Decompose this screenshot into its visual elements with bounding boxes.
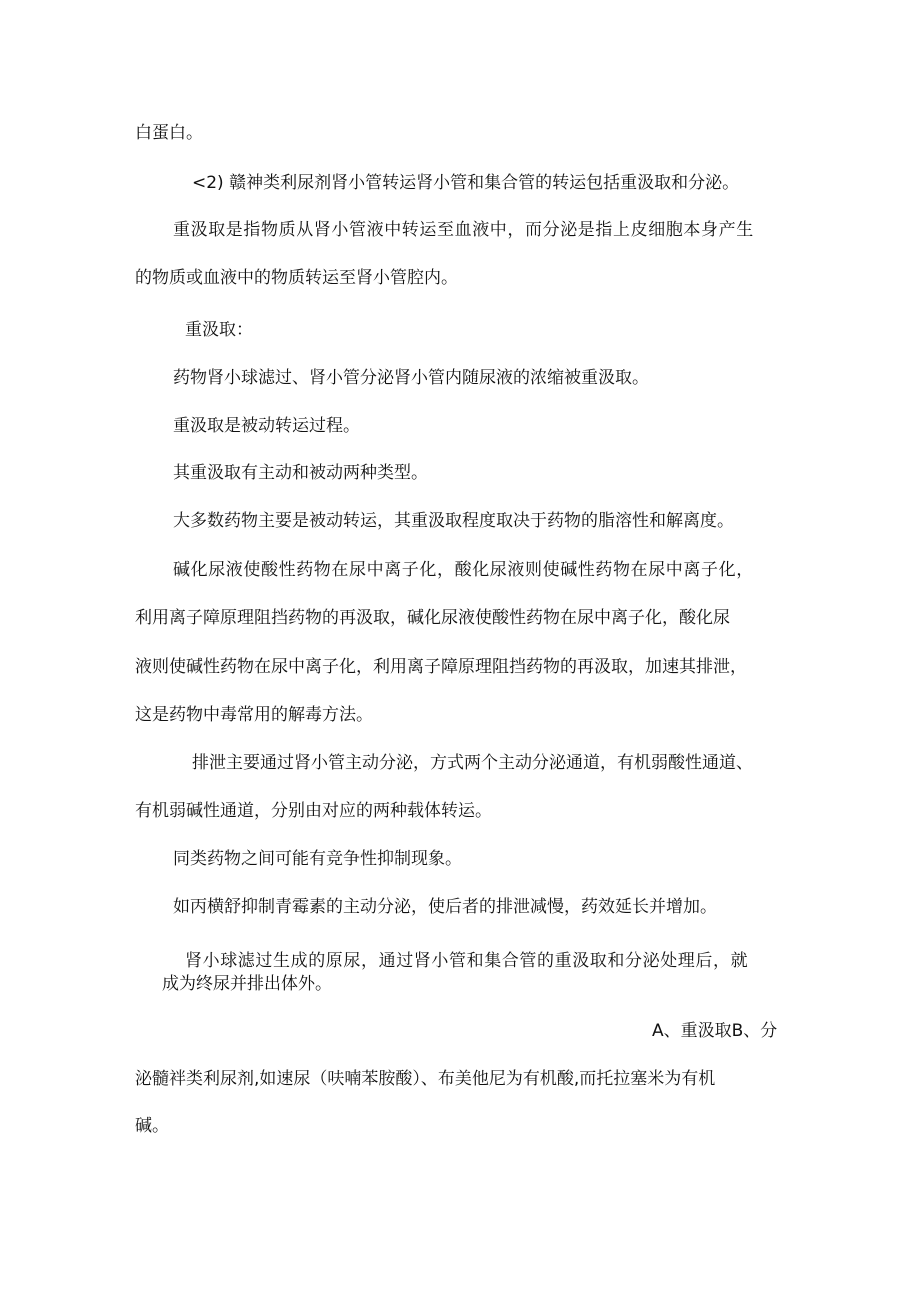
text-line: 白蛋白。 <box>135 123 203 143</box>
text-line: 液则使碱性药物在尿中离子化，利用离子障原理阻挡药物的再汲取，加速其排泄， <box>135 657 747 677</box>
text-line: 成为终尿并排出体外。 <box>162 974 332 994</box>
text-line: 泌髓袢类利尿剂,如速尿（呋喃苯胺酸）、布美他尼为有机酸,而托拉塞米为有机 <box>135 1069 716 1089</box>
text-line: 重汲取是被动转运过程。 <box>173 416 360 436</box>
text-line: 肾小球滤过生成的原尿，通过肾小管和集合管的重汲取和分泌处理后，就 <box>185 951 749 971</box>
text-line: 有机弱碱性通道，分别由对应的两种载体转运。 <box>135 801 492 821</box>
text-line: 其重汲取有主动和被动两种类型。 <box>173 463 428 483</box>
text-line: A、重汲取B、分 <box>652 1021 778 1041</box>
text-line: 碱化尿液使酸性药物在尿中离子化，酸化尿液则使碱性药物在尿中离子化， <box>173 560 754 580</box>
text-line: 同类药物之间可能有竞争性抑制现象。 <box>173 849 462 869</box>
text-line: 如丙横舒抑制青霉素的主动分泌，使后者的排泄减慢，药效延长并增加。 <box>173 897 717 917</box>
text-line: 重汲取是指物质从肾小管液中转运至血液中，而分泌是指上皮细胞本身产生 <box>173 220 754 240</box>
text-line: <2) 赣神类利尿剂肾小管转运肾小管和集合管的转运包括重汲取和分泌。 <box>192 173 740 193</box>
text-line: 这是药物中毒常用的解毒方法。 <box>135 705 373 725</box>
text-line: 的物质或血液中的物质转运至肾小管腔内。 <box>135 268 458 288</box>
text-line: 排泄主要通过肾小管主动分泌，方式两个主动分泌通道，有机弱酸性通道、 <box>192 753 753 773</box>
text-line: 大多数药物主要是被动转运，其重汲取程度取决于药物的脂溶性和解离度。 <box>173 511 734 531</box>
text-line: 利用离子障原理阻挡药物的再汲取，碱化尿液使酸性药物在尿中离子化，酸化尿 <box>135 608 730 628</box>
text-line: 碱。 <box>135 1116 169 1136</box>
text-heading: 重汲取： <box>185 320 253 340</box>
text-line: 药物肾小球滤过、肾小管分泌肾小管内随尿液的浓缩被重汲取。 <box>173 368 649 388</box>
